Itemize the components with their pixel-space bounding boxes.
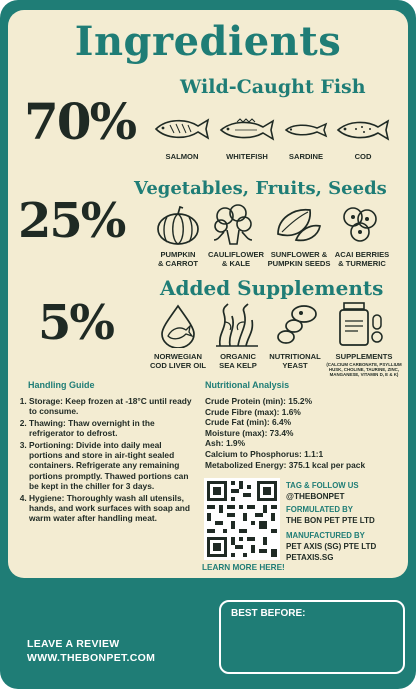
supp-label-cod-liver-oil: NORWEGIAN COD LIVER OIL (149, 352, 207, 370)
fish-label-cod: COD (354, 152, 372, 161)
handling-heading: Handling Guide (28, 380, 95, 390)
nutrition-line: Moisture (max): 73.4% (205, 427, 294, 438)
cauliflower-icon (210, 202, 256, 246)
sardine-icon (283, 121, 329, 139)
nutrition-line: Ash: 1.9% (205, 438, 246, 449)
supplements-bottle-icon (336, 301, 384, 347)
leave-review-text: LEAVE A REVIEW (27, 638, 120, 650)
manufacturer-website[interactable]: PETAXIS.SG (286, 553, 334, 562)
nutrition-line: Crude Fat (min): 6.4% (205, 417, 292, 428)
nutrition-heading: Nutritional Analysis (205, 380, 290, 390)
veg-percent: 25% (18, 193, 125, 249)
salmon-icon (152, 116, 212, 142)
veg-label-cauliflower: CAULIFLOWER & KALE (207, 250, 265, 268)
supp-label-yeast: NUTRITIONAL YEAST (269, 352, 321, 370)
nutrition-line: Metabolized Energy: 375.1 kcal per pack (205, 459, 366, 470)
veg-label-pumpkin: PUMPKIN & CARROT (157, 250, 199, 268)
cod-liver-oil-icon (158, 304, 198, 348)
veg-label-berries: ACAI BERRIES & TURMERIC (334, 250, 390, 268)
manufactured-label: MANUFACTURED BY (286, 531, 365, 540)
social-handle[interactable]: @THEBONPET (286, 492, 345, 501)
best-before-box (219, 600, 405, 674)
qr-code[interactable] (204, 478, 280, 564)
fish-label-salmon: SALMON (165, 152, 199, 161)
handling-step: 2. Thawing: Thaw overnight in the refrigerator to defrost. (29, 418, 195, 439)
veg-heading: Vegetables, Fruits, Seeds (134, 178, 387, 199)
handling-step: 3. Portioning: Divide into daily meal portions and store in air-tight sealed containers. Refrigerate any remaining portions promptly. Thawed portions can be kept in the chiller for 3 days. (29, 440, 195, 492)
supp-label-supplements: SUPPLEMENTS (CALCIUM CARBONATE, PSYLLIUM HUSK, CHOLINE, TAURINE, ZINC, MANGANESE, VITAMIN D, E & K) (324, 352, 404, 378)
berries-icon (340, 203, 380, 243)
website-link[interactable]: WWW.THEBONPET.COM (27, 652, 156, 664)
nutrition-line: Crude Fibre (max): 1.6% (205, 406, 301, 417)
yeast-icon (276, 304, 320, 344)
nutrition-line: Calcium to Phosphorus: 1.1:1 (205, 448, 324, 459)
fish-heading: Wild-Caught Fish (180, 76, 366, 98)
best-before-label: BEST BEFORE: (231, 608, 306, 619)
pumpkin-icon (155, 204, 201, 246)
handling-guide (15, 396, 195, 525)
supplements-note: (CALCIUM CARBONATE, PSYLLIUM HUSK, CHOLINE, TAURINE, ZINC, MANGANESE, VITAMIN D, E & K) (326, 362, 402, 378)
whitefish-icon (217, 117, 277, 143)
nutrition-line: Crude Protein (min): 15.2% (205, 396, 313, 406)
supp-percent: 5% (38, 295, 114, 351)
fish-label-sardine: SARDINE (288, 152, 324, 161)
nutrition-list (205, 396, 405, 470)
supp-label-sea-kelp: ORGANIC SEA KELP (219, 352, 257, 370)
sea-kelp-icon (214, 302, 260, 348)
tag-follow-label: TAG & FOLLOW US (286, 481, 359, 490)
learn-more-link[interactable]: LEARN MORE HERE! (202, 563, 285, 572)
page-title: Ingredients (74, 18, 342, 65)
veg-label-seeds: SUNFLOWER & PUMPKIN SEEDS (267, 250, 331, 268)
manufacturer-company: PET AXIS (SG) PTE LTD (286, 542, 377, 551)
fish-percent: 70% (24, 92, 136, 151)
handling-step: 1. Storage: Keep frozen at -18°C until ready to consume. (29, 396, 195, 417)
formulated-label: FORMULATED BY (286, 505, 353, 514)
fish-label-whitefish: WHITEFISH (226, 152, 268, 161)
formulated-company: THE BON PET PTE LTD (286, 516, 375, 525)
supp-heading: Added Supplements (160, 276, 384, 300)
seeds-icon (274, 204, 322, 244)
handling-step: 4. Hygiene: Thoroughly wash all utensils, hands, and work surfaces with soap and warm water after handling meat. (29, 493, 195, 524)
cod-icon (334, 117, 392, 143)
